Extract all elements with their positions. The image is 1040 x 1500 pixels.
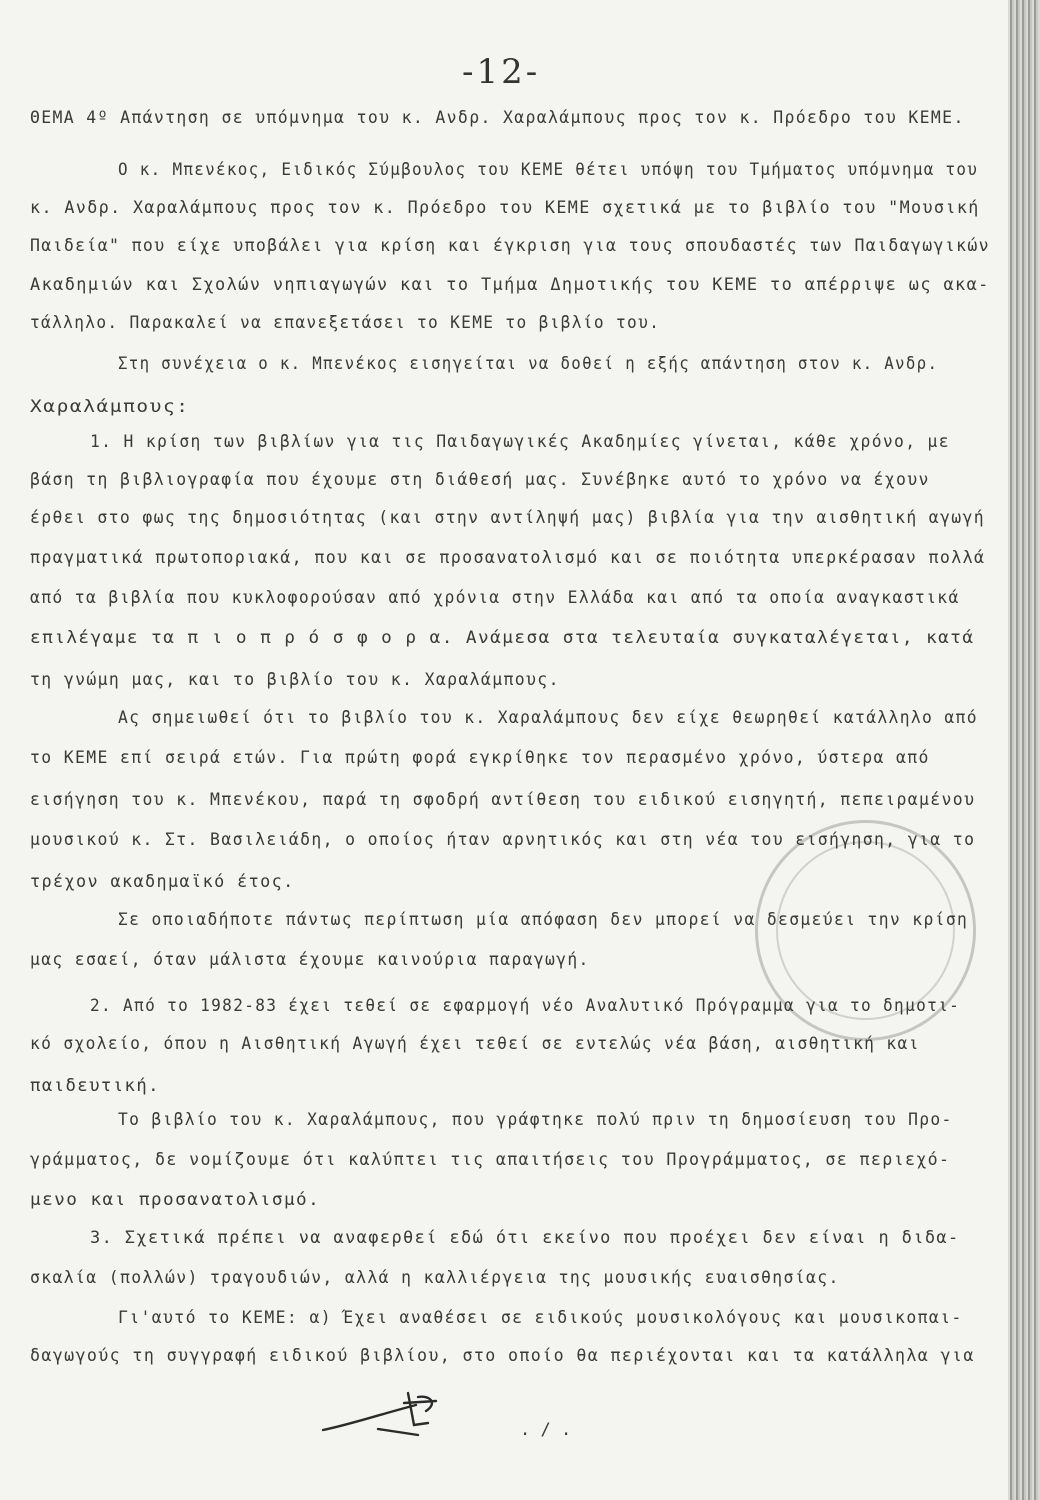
text-line: βάση τη βιβλιογραφία που έχουμε στη διάθεσή μας. Συνέβηκε αυτό το χρόνο να έχουν (30, 470, 930, 490)
text-line: Παιδεία" που είχε υποβάλει για κρίση και έγκριση για τους σπουδαστές των Παιδαγωγικών (30, 236, 990, 256)
text-line: εισήγηση του κ. Μπενέκου, παρά τη σφοδρή αντίθεση του ειδικού εισηγητή, πεπειραμένου (30, 790, 976, 810)
text-line: 3. Σχετικά πρέπει να αναφερθεί εδώ ότι εκείνο που προέχει δεν είναι η διδα- (90, 1228, 960, 1248)
text-line: Γι'αυτό το ΚΕΜΕ: α) Έχει αναθέσει σε ειδικούς μουσικολόγους και μουσικοπαι- (118, 1308, 963, 1328)
text-line: έρθει στο φως της δημοσιότητας (και στην αντίληψή μας) βιβλία για την αισθητική αγωγή (30, 508, 985, 528)
text-line: πραγματικά πρωτοποριακά, που και σε προσανατολισμό και σε ποιότητα υπερκέρασαν πολλά (30, 548, 986, 568)
text-line: Το βιβλίο του κ. Χαραλάμπους, που γράφτηκε πολύ πριν τη δημοσίευση του Προ- (118, 1110, 953, 1130)
text-line: 2. Από το 1982-83 έχει τεθεί σε εφαρμογή νέο Αναλυτικό Πρόγραμμα για το δημοτι- (90, 996, 961, 1016)
text-line: μενο και προσανατολισμό. (30, 1190, 321, 1210)
book-page-edge (1008, 0, 1040, 1500)
text-line: το ΚΕΜΕ επί σειρά ετών. Για πρώτη φορά εγκρίθηκε τον περασμένο χρόνο, ύστερα από (30, 748, 930, 768)
text-line: Ακαδημιών και Σχολών νηπιαγωγών και το Τμήμα Δημοτικής του ΚΕΜΕ το απέρριψε ως ακα- (30, 275, 990, 295)
text-line: ΘΕΜΑ 4º Απάντηση σε υπόμνημα του κ. Ανδρ. Χαραλάμπους προς τον κ. Πρόεδρο του ΚΕΜΕ. (30, 108, 965, 128)
text-line: γράμματος, δε νομίζουμε ότι καλύπτει τις απαιτήσεις του Προγράμματος, σε περιεχό- (30, 1150, 951, 1170)
text-line: κό σχολείο, όπου η Αισθητική Αγωγή έχει τεθεί σε εντελώς νέα βάση, αισθητική και (30, 1034, 920, 1054)
text-line: μας εσαεί, όταν μάλιστα έχουμε καινούρια παραγωγή. (30, 950, 590, 970)
text-line: δαγωγούς τη συγγραφή ειδικού βιβλίου, στο οποίο θα περιέχονται και τα κατάλληλα για (30, 1346, 975, 1366)
signature (318, 1385, 448, 1447)
continuation-mark: . / . (520, 1420, 572, 1440)
text-line: μουσικού κ. Στ. Βασιλειάδη, ο οποίος ήταν αρνητικός και στη νέα του εισήγηση, για το (30, 830, 976, 850)
text-line: Σε οποιαδήποτε πάντως περίπτωση μία απόφαση δεν μπορεί να δεσμεύει την κρίση (118, 910, 969, 930)
text-line: από τα βιβλία που κυκλοφορούσαν από χρόνια στην Ελλάδα και από τα οποία αναγκαστικά (30, 588, 960, 608)
text-line: τάλληλο. Παρακαλεί να επανεξετάσει το ΚΕΜΕ το βιβλίο του. (30, 313, 661, 333)
text-line: τρέχον ακαδημαϊκό έτος. (30, 872, 295, 892)
text-line: Ο κ. Μπενέκος, Ειδικός Σύμβουλος του ΚΕΜΕ θέτει υπόψη του Τμήματος υπόμνημα του (118, 160, 979, 180)
text-line: 1. Η κρίση των βιβλίων για τις Παιδαγωγικές Ακαδημίες γίνεται, κάθε χρόνο, με (90, 432, 950, 452)
text-line: Χαραλάμπους: (30, 397, 190, 417)
page-number: -12- (462, 52, 541, 92)
text-line: παιδευτική. (30, 1076, 160, 1096)
text-line: Ας σημειωθεί ότι το βιβλίο του κ. Χαραλάμπους δεν είχε θεωρηθεί κατάλληλο από (118, 708, 978, 728)
text-line: Στη συνέχεια ο κ. Μπενέκος εισηγείται να δοθεί η εξής απάντηση στον κ. Ανδρ. (118, 354, 939, 374)
text-line: τη γνώμη μας, και το βιβλίο του κ. Χαραλάμπους. (30, 670, 560, 690)
text-line: κ. Ανδρ. Χαραλάμπους προς τον κ. Πρόεδρο του ΚΕΜΕ σχετικά με το βιβλίο του "Μουσική (30, 198, 980, 218)
text-line: σκαλία (πολλών) τραγουδιών, αλλά η καλλιέργεια της μουσικής ευαισθησίας. (30, 1268, 840, 1288)
text-line: επιλέγαμε τα π ι ο π ρ ό σ φ ο ρ α. Ανάμεσα στα τελευταία συγκαταλέγεται, κατά (30, 628, 975, 648)
